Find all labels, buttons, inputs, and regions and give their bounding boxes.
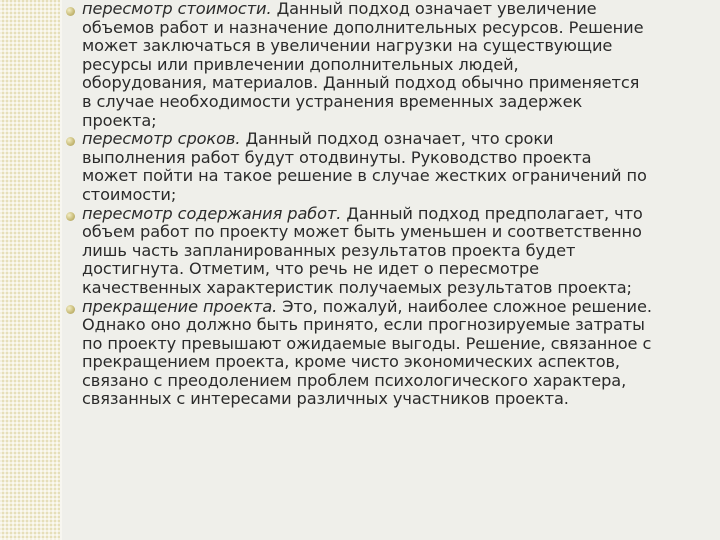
bullet-icon	[66, 137, 75, 146]
text-line: ресурсы или привлечении дополнительных людей,	[82, 54, 519, 74]
list-item	[62, 0, 718, 130]
text-line: связанных с интересами различных участников проекта.	[82, 389, 569, 409]
text-line: достигнута. Отметим, что речь не идет о пересмотре	[82, 259, 540, 279]
text-line: может заключаться в увеличении нагрузки на существующие	[82, 36, 613, 56]
text-line: Данный подход означает увеличение	[276, 0, 597, 18]
text-line: прекращением проекта, кроме чисто экономических аспектов,	[82, 352, 620, 372]
item-term: пересмотр стоимости.	[82, 0, 272, 18]
item-text	[82, 205, 718, 298]
text-line: стоимости;	[82, 184, 177, 204]
bullet-icon	[66, 7, 75, 16]
decorative-side-pattern	[0, 0, 60, 540]
text-line: качественных характеристик получаемых результатов проекта;	[82, 277, 632, 297]
text-line: связано с преодолением проблем психологического характера,	[82, 370, 627, 390]
bullet-icon	[66, 212, 75, 221]
text-line: выполнения работ будут отодвинуты. Руководство проекта	[82, 147, 592, 167]
text-line: может пойти на такое решение в случае жестких ограничений по	[82, 166, 647, 186]
item-term: пересмотр сроков.	[82, 129, 241, 149]
item-text	[82, 0, 718, 130]
item-text	[82, 130, 718, 204]
text-line: проекта;	[82, 110, 157, 130]
text-line: Данный подход предполагает, что	[346, 203, 643, 223]
text-line: объемов работ и назначение дополнительных ресурсов. Решение	[82, 17, 644, 37]
item-term: пересмотр содержания работ.	[82, 203, 342, 223]
bullet-icon	[66, 305, 75, 314]
list-item	[62, 298, 718, 410]
list-item	[62, 205, 718, 298]
text-line: по проекту превышают ожидаемые выгоды. Решение, связанное с	[82, 333, 652, 353]
text-line: лишь часть запланированных результатов проекта будет	[82, 240, 576, 260]
item-text	[82, 298, 718, 410]
text-line: объем работ по проекту может быть уменьшен и соответственно	[82, 222, 642, 242]
slide-content	[62, 0, 718, 540]
text-line: оборудования, материалов. Данный подход обычно применяется	[82, 73, 640, 93]
text-line: в случае необходимости устранения временных задержек	[82, 91, 583, 111]
text-line: Данный подход означает, что сроки	[245, 129, 554, 149]
text-line: Однако оно должно быть принято, если прогнозируемые затраты	[82, 315, 645, 335]
item-term: прекращение проекта.	[82, 296, 278, 316]
list-item	[62, 130, 718, 204]
bullet-list	[62, 0, 718, 409]
text-line: Это, пожалуй, наиболее сложное решение.	[282, 296, 652, 316]
